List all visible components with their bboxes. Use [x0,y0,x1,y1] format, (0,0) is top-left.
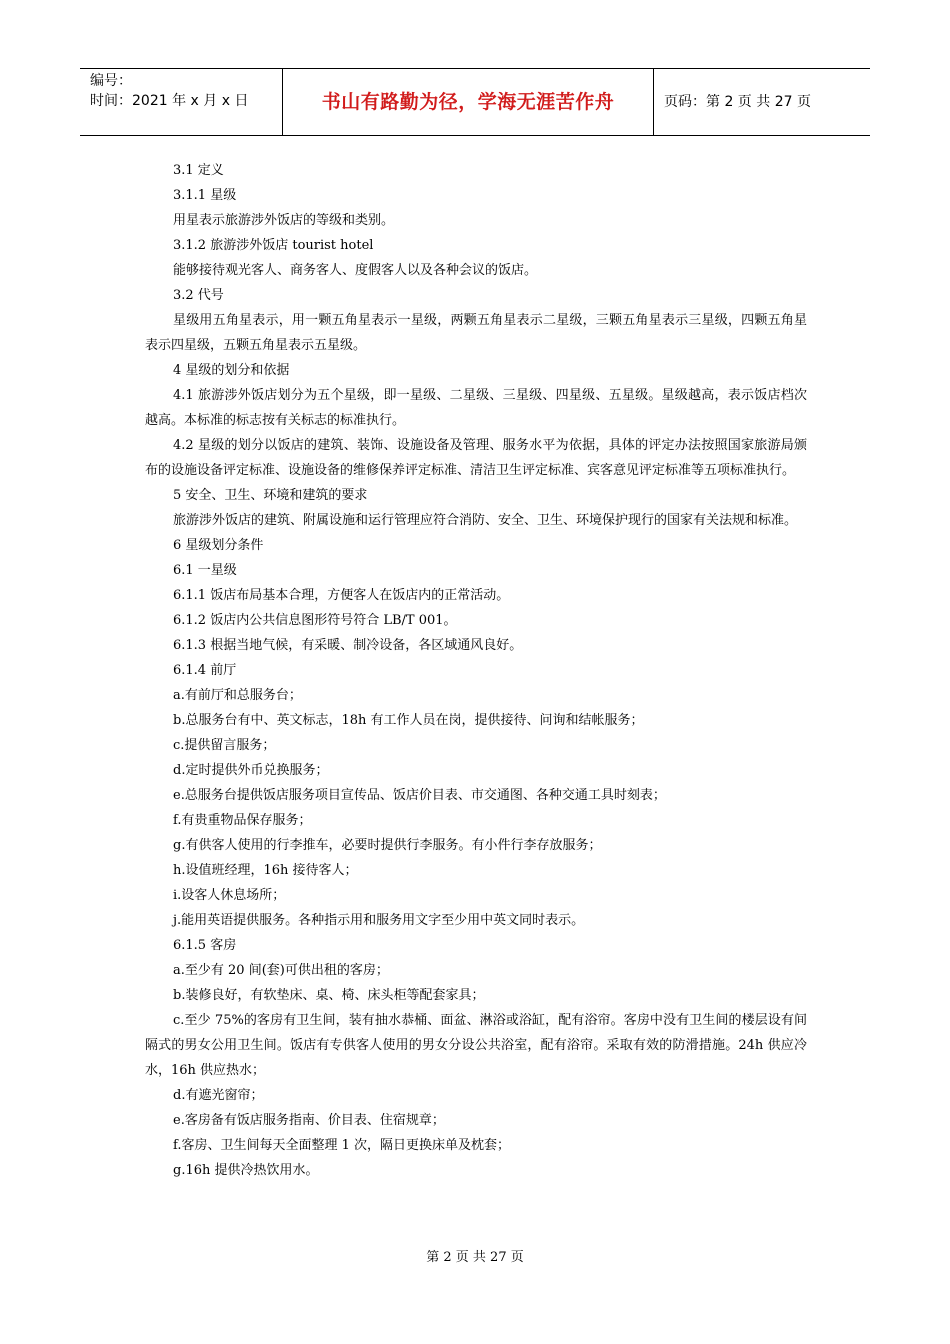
paragraph: a.至少有 20 间(套)可供出租的客房； [173,963,389,978]
paragraph: 6.1.2 饭店内公共信息图形符号符合 LB/T 001。 [173,613,457,628]
paragraph: 6.1.4 前厅 [173,663,237,678]
paragraph: 3.2 代号 [173,288,224,303]
paragraph: c.提供留言服务； [173,738,276,753]
paragraph: 能够接待观光客人、商务客人、度假客人以及各种会议的饭店。 [173,263,538,278]
paragraph: g.16h 提供冷热饮用水。 [173,1163,319,1178]
paragraph: 旅游涉外饭店的建筑、附属设施和运行管理应符合消防、安全、卫生、环境保护现行的国家有关法规和标准。 [173,513,798,528]
paragraph: 3.1.2 旅游涉外饭店 tourist hotel [173,238,374,253]
paragraph: f.客房、卫生间每天全面整理 1 次，隔日更换床单及枕套； [173,1138,511,1153]
paragraph: e.客房备有饭店服务指南、价目表、住宿规章； [173,1113,445,1128]
paragraph: 6.1.1 饭店布局基本合理，方便客人在饭店内的正常活动。 [173,588,510,603]
paragraph: b.总服务台有中、英文标志，18h 有工作人员在岗，提供接待、问询和结帐服务； [173,713,644,728]
paragraph: g.有供客人使用的行李推车，必要时提供行李服务。有小件行李存放服务； [173,838,602,853]
paragraph: c.至少 75%的客房有卫生间，装有抽水恭桶、面盆、淋浴或浴缸，配有浴帘。客房中没有卫生间的楼层设有间隔式的男女公用卫生间。饭店有专供客人使用的男女分设公共浴室，配有浴帘。采取有效的防滑措施。24h 供应冷水，16h 供应热水； [145,1013,807,1078]
paragraph: h.设值班经理，16h 接待客人； [173,863,358,878]
page-header [80,68,870,136]
paragraph: 6.1 一星级 [173,563,237,578]
paragraph: i.设客人休息场所； [173,888,286,903]
paragraph: e.总服务台提供饭店服务项目宣传品、饭店价目表、市交通图、各种交通工具时刻表； [173,788,666,803]
paragraph: 6 星级划分条件 [173,538,264,553]
document-body [145,158,807,1183]
header-page-info: 页码：第 2 页 共 27 页 [664,94,811,110]
paragraph: j.能用英语提供服务。各种指示用和服务用文字至少用中英文同时表示。 [173,913,585,928]
paragraph: 用星表示旅游涉外饭店的等级和类别。 [173,213,395,228]
paragraph: 4 星级的划分和依据 [173,363,290,378]
paragraph: 3.1.1 星级 [173,188,237,203]
paragraph: 5 安全、卫生、环境和建筑的要求 [173,488,368,503]
paragraph: 3.1 定义 [173,163,224,178]
paragraph: b.装修良好，有软垫床、桌、椅、床头柜等配套家具； [173,988,485,1003]
header-meta [80,69,282,135]
paragraph: 4.2 星级的划分以饭店的建筑、装饰、设施设备及管理、服务水平为依据，具体的评定办法按照国家旅游局颁布的设施设备评定标准、设施设备的维修保养评定标准、清洁卫生评定标准、宾客意见评定标准等五项标准执行。 [145,438,807,478]
header-motto: 书山有路勤为径，学海无涯苦作舟 [282,69,654,135]
paragraph: d.定时提供外币兑换服务； [173,763,329,778]
paragraph: a.有前厅和总服务台； [173,688,302,703]
paragraph: 6.1.3 根据当地气候，有采暖、制冷设备，各区域通风良好。 [173,638,523,653]
page-footer: 第 2 页 共 27 页 [426,1250,524,1265]
serial-label: 编号： [90,73,132,89]
time-label: 时间：2021 年 x 月 x 日 [90,93,249,109]
paragraph: f.有贵重物品保存服务； [173,813,312,828]
paragraph: 星级用五角星表示，用一颗五角星表示一星级，两颗五角星表示二星级，三颗五角星表示三星级，四颗五角星表示四星级，五颗五角星表示五星级。 [145,313,807,353]
paragraph: 4.1 旅游涉外饭店划分为五个星级，即一星级、二星级、三星级、四星级、五星级。星级越高，表示饭店档次越高。本标准的标志按有关标志的标准执行。 [145,388,807,428]
paragraph: d.有遮光窗帘； [173,1088,264,1103]
paragraph: 6.1.5 客房 [173,938,237,953]
